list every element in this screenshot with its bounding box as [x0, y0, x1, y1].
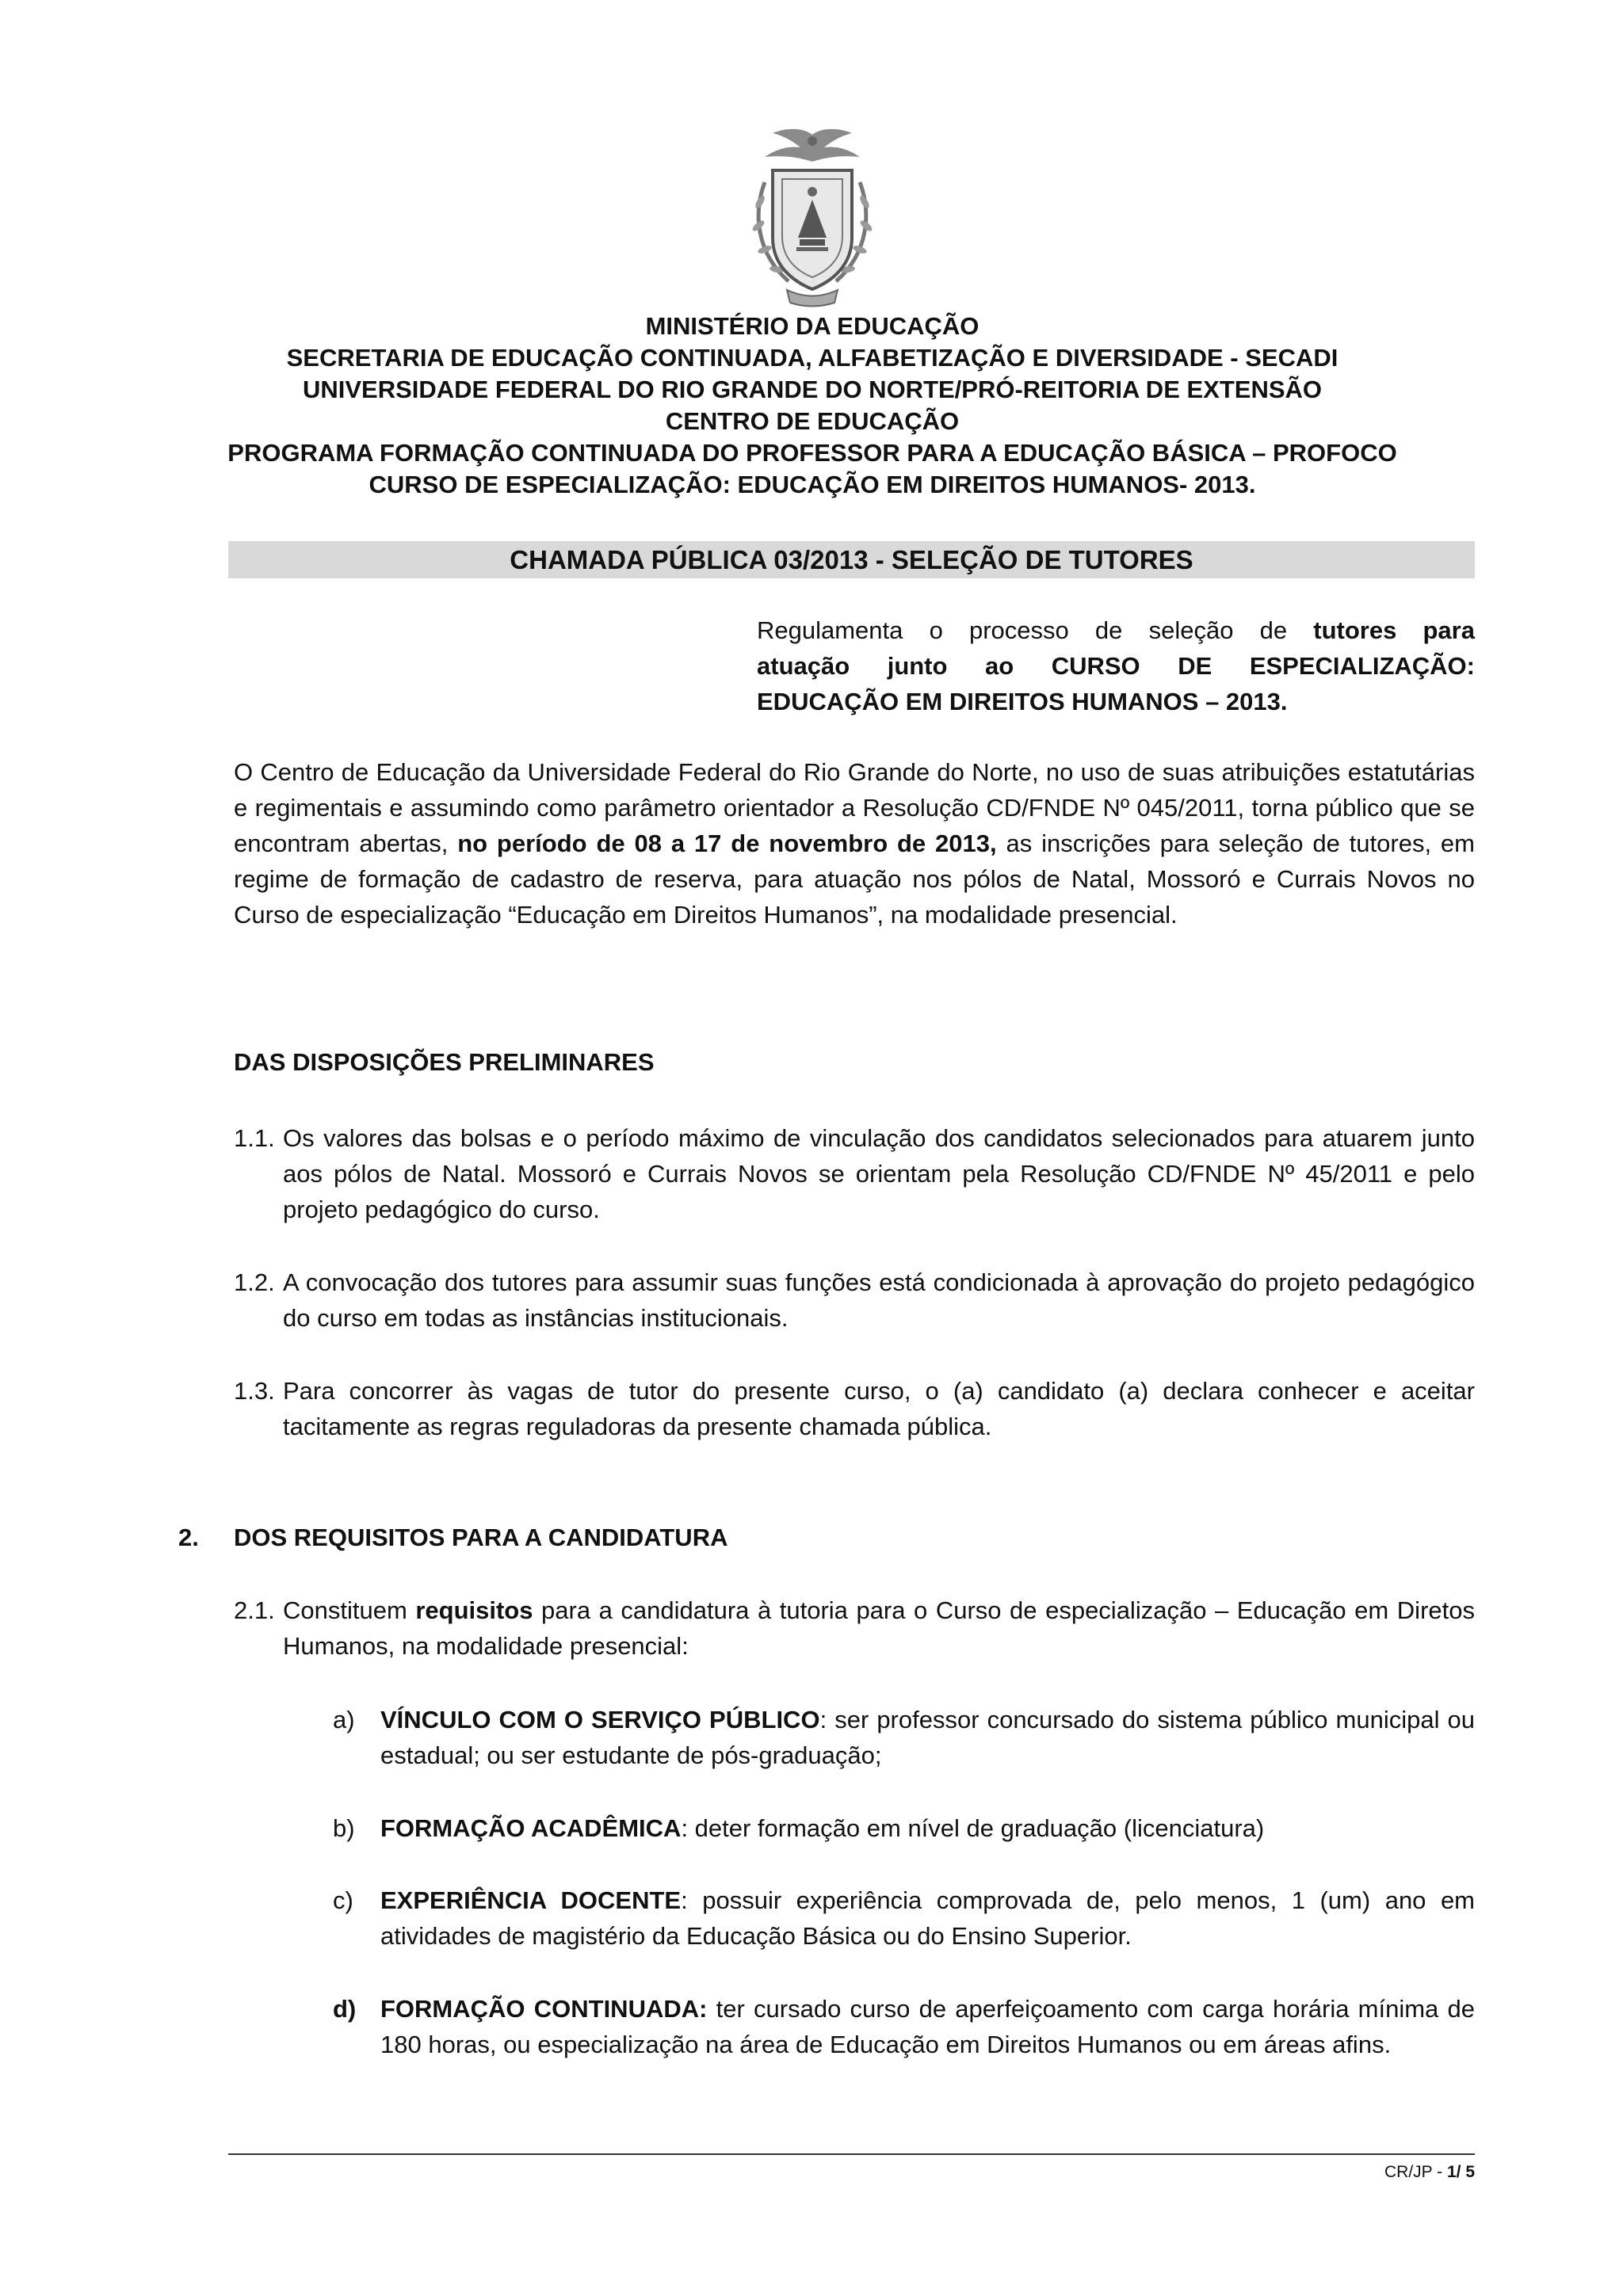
header-line-ministry: MINISTÉRIO DA EDUCAÇÃO [645, 312, 980, 340]
item-2-1-text [283, 1592, 1475, 1664]
item-1-1-text: Os valores das bolsas e o período máximo de vinculação dos candidatos selecionados para atuarem junto aos pólos de Natal. Mossoró e Currais Novos se orientam pela Resolução CD/FNDE Nº 45/2011 e pelo projeto pedagógico do curso. [283, 1124, 1475, 1223]
item-1-3-text: Para concorrer às vagas de tutor do presente curso, o (a) candidato (a) declara conhecer e aceitar tacitamente as regras reguladoras da presente chamada pública. [283, 1377, 1475, 1440]
section-2-title: DOS REQUISITOS PARA A CANDIDATURA [234, 1524, 728, 1551]
item-2-1-text-bold: requisitos [415, 1596, 533, 1624]
item-1-2-text: A convocação dos tutores para assumir suas funções está condicionada à aprovação do projeto pedagógico do curso em todas as instâncias institucionais. [283, 1268, 1475, 1332]
requirement-c-title: EXPERIÊNCIA DOCENTE [380, 1886, 682, 1914]
university-seal-icon [741, 127, 884, 309]
requirement-d-body: ter cursado curso de aperfeiçoamento com carga horária mínima de 180 horas, ou especialização na área de Educação em Direitos Humanos ou em áreas afins. [380, 1995, 1475, 2058]
summary-line-1-text: Regulamenta o processo de seleção de [757, 616, 1288, 644]
summary-line-1-bold: tutores para [1313, 616, 1475, 644]
header-line-center: CENTRO DE EDUCAÇÃO [665, 407, 960, 435]
item-2-1-text-after: para a candidatura à tutoria para o Curso de especialização – Educação em Diretos Humanos, na modalidade presencial: [283, 1596, 1475, 1660]
intro-text-bold: no período de 08 a 17 de novembro de 2013, [457, 830, 997, 857]
intro-paragraph [234, 754, 1475, 933]
requirement-b-body: : deter formação em nível de graduação (licenciatura) [681, 1814, 1265, 1842]
requirement-b-letter: b) [333, 1814, 355, 1842]
page-footer [1384, 2163, 1475, 2182]
requirement-d-title: FORMAÇÃO CONTINUADA: [380, 1995, 708, 2023]
item-1-3-number: 1.3. [234, 1377, 275, 1405]
header-line-course: CURSO DE ESPECIALIZAÇÃO: EDUCAÇÃO EM DIREITOS HUMANOS- 2013. [369, 471, 1256, 498]
summary-line-2: atuação junto ao CURSO DE ESPECIALIZAÇÃO: [757, 652, 1475, 680]
section-1-title: DAS DISPOSIÇÕES PRELIMINARES [234, 1048, 655, 1076]
item-2-1-text-before: Constituem [283, 1596, 407, 1624]
requirement-b-text [380, 1810, 1475, 1846]
section-2-number: 2. [178, 1524, 199, 1551]
header-line-program: PROGRAMA FORMAÇÃO CONTINUADA DO PROFESSOR PARA A EDUCAÇÃO BÁSICA – PROFOCO [227, 439, 1397, 467]
item-1-1-number: 1.1. [234, 1124, 275, 1152]
summary-line-3: EDUCAÇÃO EM DIREITOS HUMANOS – 2013. [757, 688, 1288, 715]
document-header [119, 311, 1506, 501]
summary-line-1 [757, 612, 1475, 648]
requirement-b-title: FORMAÇÃO ACADÊMICA [380, 1814, 682, 1842]
requirement-c-text [380, 1882, 1475, 1954]
summary-block [757, 612, 1475, 719]
requirement-d-letter: d) [333, 1995, 357, 2023]
header-line-university: UNIVERSIDADE FEDERAL DO RIO GRANDE DO NORTE/PRÓ-REITORIA DE EXTENSÃO [302, 376, 1323, 403]
footer-divider [228, 2153, 1475, 2155]
intro-text-part1: O Centro de Educação da Universidade Federal do Rio Grande do Norte, no uso de suas atribuições estatutárias e regimentais e assumindo como parâmetro orientador a Resolução CD/FNDE Nº 045/2011, torna público que se encontram abertas, [234, 758, 1475, 857]
requirement-a-body: : ser professor concursado do sistema público municipal ou estadual; ou ser estudante de pós-graduação; [380, 1706, 1475, 1769]
item-1-2-number: 1.2. [234, 1268, 275, 1296]
intro-text-part2: as inscrições para seleção de tutores, em regime de formação de cadastro de reserva, para atuação nos pólos de Natal, Mossoró e Currais Novos no Curso de especialização “Educação em Direitos Humanos”, na modalidade presencial. [234, 830, 1475, 929]
requirement-c-letter: c) [333, 1886, 353, 1914]
call-title: CHAMADA PÚBLICA 03/2013 - SELEÇÃO DE TUTORES [228, 541, 1475, 578]
requirement-a-text [380, 1702, 1475, 1773]
item-2-1-number: 2.1. [234, 1596, 275, 1624]
header-line-secretariat: SECRETARIA DE EDUCAÇÃO CONTINUADA, ALFABETIZAÇÃO E DIVERSIDADE - SECADI [286, 344, 1338, 372]
requirement-c-body: : possuir experiência comprovada de, pelo menos, 1 (um) ano em atividades de magistério da Educação Básica ou do Ensino Superior. [380, 1886, 1476, 1950]
requirement-a-letter: a) [333, 1706, 355, 1733]
page-number: 1/ 5 [1446, 2163, 1475, 2181]
requirement-a-title: VÍNCULO COM O SERVIÇO PÚBLICO [380, 1706, 820, 1733]
footer-prefix: CR/JP - [1384, 2163, 1447, 2181]
requirement-d-text [380, 1991, 1475, 2062]
